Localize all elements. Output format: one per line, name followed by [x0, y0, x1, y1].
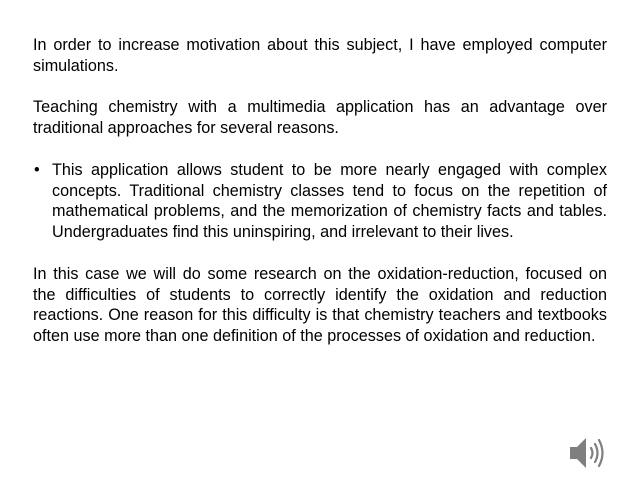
bullet-marker: • [34, 160, 40, 179]
bullet-list [33, 160, 607, 243]
paragraph-oxidation-reduction: In this case we will do some research on the oxidation-reduction, focused on the difficulties of students to correctly identify the oxidation and reduction reactions. One reason for this difficulty is that chemistry teachers and textbooks often use more than one definition of the processes of oxidation and reduction. [33, 264, 607, 346]
slide-body [33, 35, 607, 368]
bullet-item [33, 160, 607, 243]
speaker-icon [566, 434, 608, 472]
paragraph-motivation: In order to increase motivation about this subject, I have employed computer simulations. [33, 36, 607, 75]
audio-button[interactable] [566, 434, 608, 472]
paragraph-multimedia-advantage: Teaching chemistry with a multimedia application has an advantage over traditional approaches for several reasons. [33, 98, 607, 138]
bullet-text: This application allows student to be more nearly engaged with complex concepts. Traditional chemistry classes tend to focus on the repetition of mathematical problems, and the memorization of chemistry facts and tables. Undergraduates find this uninspiring, and irrelevant to their lives. [52, 160, 607, 242]
